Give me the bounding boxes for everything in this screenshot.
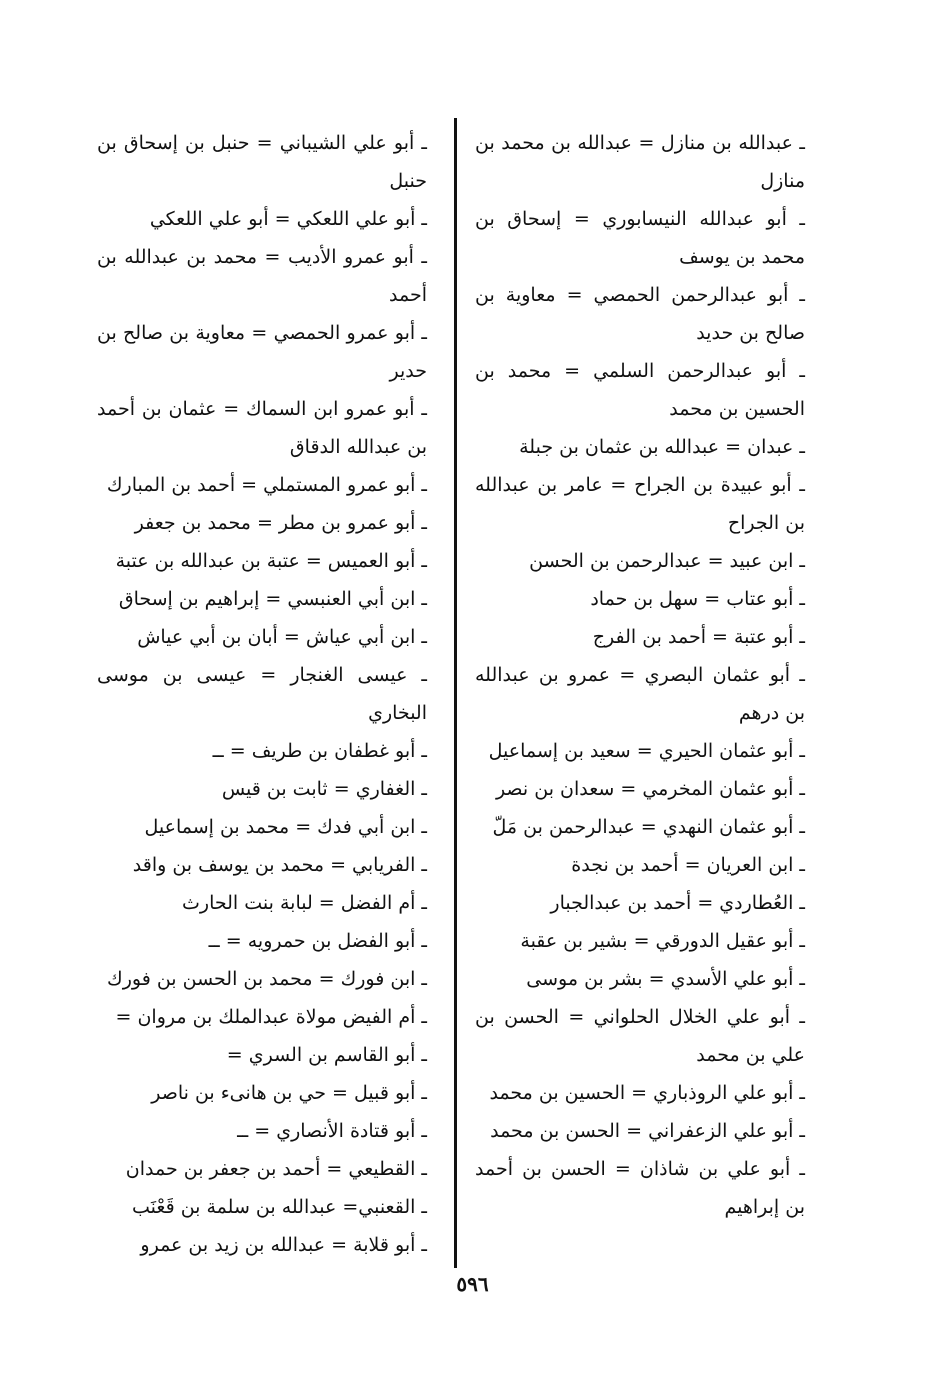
index-entry: ـ أبو عثمان الحيري = سعيد بن إسماعيل [488,740,805,762]
index-entry: ـ القطيعي = أحمد بن جعفر بن حمدان [125,1158,427,1180]
index-entry: ـ أبو عبدالرحمن السلمي = محمد بن الحسين بن محمد [475,360,805,420]
index-entry: ـ أبو عتبة = أحمد بن الفرج [592,626,805,648]
column-divider [454,118,457,1268]
index-entry: ـ أبو عمرو المستملي = أحمد بن المبارك [106,474,427,496]
index-entry: ـ الفريابي = محمد بن يوسف بن واقد [132,854,427,876]
index-entry: ـ أبو علي الزعفراني = الحسن بن محمد [490,1120,805,1142]
index-entry: ـ أبو عثمان النهدي = عبدالرحمن بن مَلّ [492,816,805,838]
index-column-left [97,124,427,1264]
index-entry: ـ أبو عتاب = سهل بن حماد [590,588,805,610]
index-entry: ـ أبو قلابة = عبدالله بن زيد بن عمرو [140,1234,427,1256]
index-entry: ـ ابن أبي فدك = محمد بن إسماعيل [144,816,427,838]
index-entry: ـ ابن فورك = محمد بن الحسن بن فورك [107,968,427,990]
index-entry: ـ أبو علي الخلال الحلواني = الحسن بن علي بن محمد [475,1006,805,1066]
index-entry: ـ أبو عبدالله النيسابوري = إسحاق بن محمد بن يوسف [475,208,805,268]
index-entry: ـ أبو علي اللعكي = أبو علي اللعكي [149,208,427,230]
index-entry: ـ العُطاردي = أحمد بن عبدالجبار [550,892,805,914]
index-entry: ـ عبدان = عبدالله بن عثمان بن جبلة [519,436,805,458]
index-entry: ـ أبو عمرو الحمصي = معاوية بن صالح بن حدير [97,322,427,382]
index-entry: ـ أبو علي الشيباني = حنبل بن إسحاق بن حنبل [97,132,427,192]
index-entry: ـ أبو علي بن شاذان = الحسن بن أحمد بن إبراهيم [475,1158,805,1218]
index-entry: ـ أبو العميس = عتبة بن عبدالله بن عتبة [115,550,427,572]
index-entry: ـ أبو القاسم بن السري = [226,1044,427,1066]
index-entry: ـ أبو قتادة الأنصاري = ــ [237,1120,427,1142]
index-entry: ـ أم الفضل = لبابة بنت الحارث [182,892,427,914]
index-entry: ـ أبو عبيدة بن الجراح = عامر بن عبدالله بن الجراح [475,474,805,534]
index-entry: ـ أم الفيض مولاة عبدالملك بن مروان = [115,1006,427,1028]
index-entry: ـ أبو الفضل بن حمرويه = ــ [208,930,427,952]
index-entry: ـ أبو عمرو الأديب = محمد بن عبدالله بن أحمد [97,246,427,306]
index-entry: ـ عبدالله بن منازل = عبدالله بن محمد بن منازل [475,132,805,192]
index-entry: ـ أبو عمرو بن مطر = محمد بن جعفر [134,512,427,534]
index-entry: ـ أبو غطفان بن طريف = ــ [212,740,427,762]
index-entry: ـ أبو علي الأسدي = بشر بن موسى [526,968,805,990]
index-entry: ـ القعنبي= عبدالله بن سلمة بن قَعْنَب [132,1196,427,1218]
index-entry: ـ أبو عمرو ابن السماك = عثمان بن أحمد بن عبدالله الدقاق [97,398,427,458]
index-entry: ـ أبو عبدالرحمن الحمصي = معاوية بن صالح بن حديد [475,284,805,344]
index-entry: ـ الغفاري = ثابت بن قيس [221,778,427,800]
index-entry: ـ ابن أبي العنبسي = إبراهيم بن إسحاق [118,588,427,610]
index-entry: ـ ابن أبي عياش = أبان بن أبي عياش [137,626,427,648]
index-entry: ـ عيسى الغنجار = عيسى بن موسى البخاري [97,664,427,724]
index-entry: ـ أبو عقيل الدورقي = بشير بن عقبة [520,930,805,952]
index-column-right [475,124,805,1226]
index-entry: ـ أبو عثمان البصري = عمرو بن عبدالله بن درهم [475,664,805,724]
index-entry: ـ ابن العريان = أحمد بن نجدة [571,854,805,876]
page-number: ٥٩٦ [456,1272,489,1296]
index-entry: ـ ابن عبيد = عبدالرحمن بن الحسن [529,550,805,572]
index-entry: ـ أبو قبيل = حي بن هانىء بن ناصر [151,1082,427,1104]
index-entry: ـ أبو علي الروذباري = الحسين بن محمد [489,1082,805,1104]
index-entry: ـ أبو عثمان المخرمي = سعدان بن نصر [495,778,805,800]
